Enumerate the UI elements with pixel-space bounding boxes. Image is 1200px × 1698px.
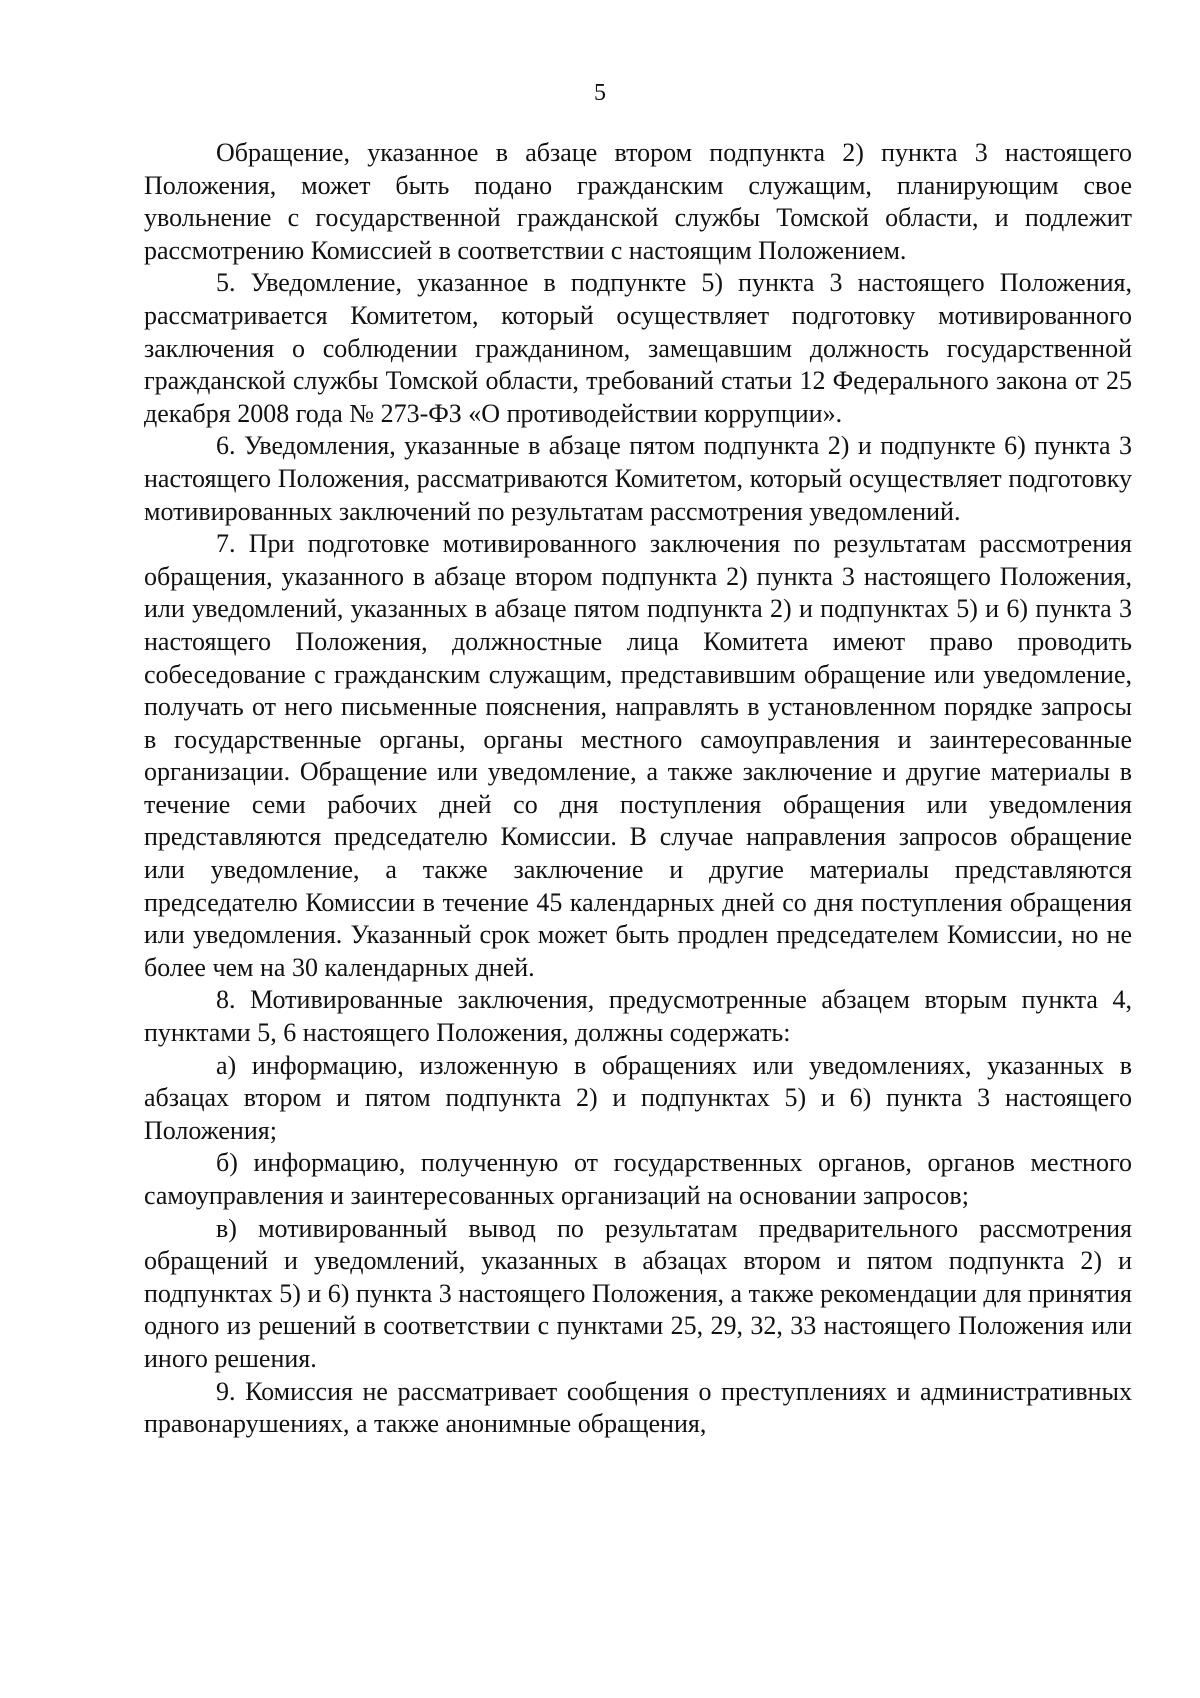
paragraph-item-8: 8. Мотивированные заключения, предусмотренные абзацем вторым пункта 4, пунктами 5, 6 настоящего Положения, должны содержать: [144, 985, 1132, 1048]
paragraph-item-6: 6. Уведомления, указанные в абзаце пятом подпункта 2) и подпункте 6) пункта 3 настоящего Положения, рассматриваются Комитетом, который осуществляет подготовку мотивированных заключений по результатам рассмотрения уведомлений. [144, 431, 1132, 526]
paragraph-item-5: 5. Уведомление, указанное в подпункте 5) пункта 3 настоящего Положения, рассматривается Комитетом, который осуществляет подготовку мотивированного заключения о соблюдении гражданином, замещавшим должность государственной гражданской службы Томской области, требований статьи 12 Федерального закона от 25 декабря 2008 года № 273-ФЗ «О противодействии коррупции». [144, 268, 1132, 428]
paragraph-item-8-a: а) информацию, изложенную в обращениях или уведомлениях, указанных в абзацах втором и пятом подпункта 2) и подпунктах 5) и 6) пункта 3 настоящего Положения; [144, 1050, 1132, 1145]
paragraph-item-9: 9. Комиссия не рассматривает сообщения о преступлениях и административных правонарушениях, а также анонимные обращения, [144, 1376, 1132, 1439]
paragraph-obrashchenie: Обращение, указанное в абзаце втором подпункта 2) пункта 3 настоящего Положения, может быть подано гражданским служащим, планирующим свое увольнение с государственной гражданской службы Томской области, и подлежит рассмотрению Комиссией в соответствии с настоящим Положением. [144, 138, 1132, 265]
paragraph-item-8-b: б) информацию, полученную от государственных органов, органов местного самоуправления и заинтересованных организаций на основании запросов; [144, 1148, 1132, 1210]
paragraph-item-7: 7. При подготовке мотивированного заключения по результатам рассмотрения обращения, указанного в абзаце втором подпункта 2) пункта 3 настоящего Положения, или уведомлений, указанных в абзаце пятом подпункта 2) и подпунктах 5) и 6) пункта 3 настоящего Положения, должностные лица Комитета имеют право проводить собеседование с гражданским служащим, представившим обращение или уведомление, получать от него письменные пояснения, направлять в установленном порядке запросы в государственные органы, органы местного самоуправления и заинтересованные организации. Обращение или уведомление, а также заключение и другие материалы в течение семи рабочих дней со дня поступления обращения или уведомления представляются председателю Комиссии. В случае направления запросов обращение или уведомление, а также заключение и другие материалы представляются председателю Комиссии в течение 45 календарных дней со дня поступления обращения или уведомления. Указанный срок может быть продлен председателем Комиссии, но не более чем на 30 календарных дней. [144, 529, 1132, 982]
page-number: 5 [594, 80, 606, 106]
document-body [144, 137, 1132, 1441]
paragraph-item-8-v: в) мотивированный вывод по результатам предварительного рассмотрения обращений и уведомлений, указанных в абзацах втором и пятом подпункта 2) и подпунктах 5) и 6) пункта 3 настоящего Положения, а также рекомендации для принятия одного из решений в соответствии с пунктами 25, 29, 32, 33 настоящего Положения или иного решения. [144, 1213, 1132, 1373]
